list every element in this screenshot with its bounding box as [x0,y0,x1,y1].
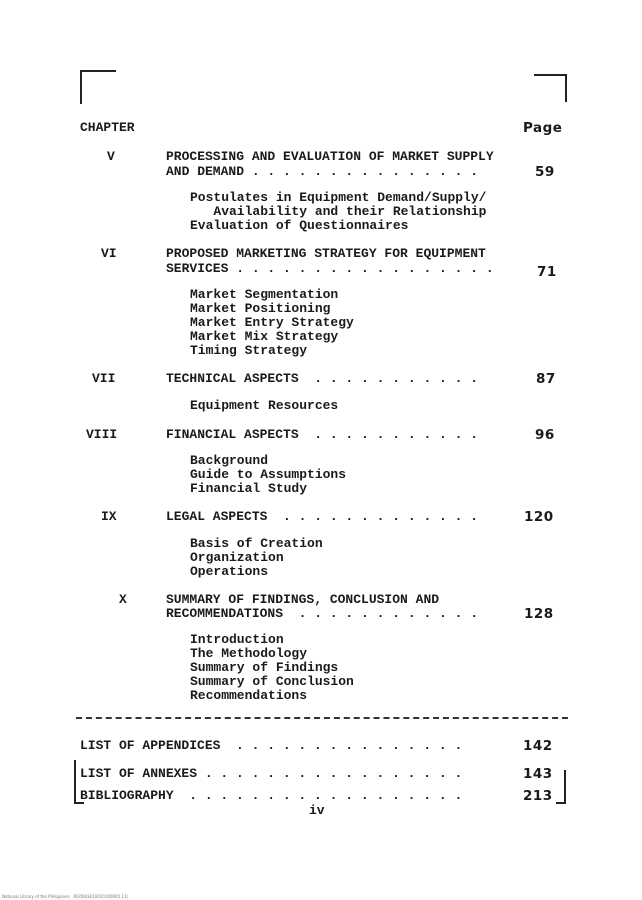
back-matter-page-number: 213 [523,788,553,804]
section-entry: Introduction [190,632,284,647]
chapter-title-line: PROCESSING AND EVALUATION OF MARKET SUPPLY [166,149,494,164]
page-folio: iv [309,803,325,818]
list-of-appendices-entry: LIST OF APPENDICES . . . . . . . . . . . . . . . [80,738,463,753]
section-entry: Financial Study [190,481,308,496]
section-entry: Summary of Findings [190,660,339,675]
section-entry: Equipment Resources [190,398,339,413]
crop-mark-top-left [80,70,116,104]
chapter-column-heading: CHAPTER [80,120,135,135]
page-column-heading: Page [523,120,563,136]
chapter-title-line: PROPOSED MARKETING STRATEGY FOR EQUIPMENT [166,246,486,261]
chapter-title-line: LEGAL ASPECTS . . . . . . . . . . . . . [166,509,479,524]
section-entry: Market Segmentation [190,287,339,302]
chapter-page-number: 120 [524,509,554,525]
chapter-page-number: 128 [524,606,554,622]
section-entry: Background [190,453,269,468]
chapter-title-line: AND DEMAND . . . . . . . . . . . . . . . [166,164,479,179]
section-entry: Guide to Assumptions [190,467,347,482]
section-entry: Basis of Creation [190,536,323,551]
section-entry: Timing Strategy [190,343,308,358]
dashed-separator [76,717,568,719]
chapter-number: V [107,149,115,164]
section-entry: Market Mix Strategy [190,329,339,344]
section-entry: Availability and their Relationship [190,204,487,219]
section-entry: Summary of Conclusion [190,674,354,689]
chapter-page-number: 96 [535,427,555,443]
chapter-title-line: SUMMARY OF FINDINGS, CONCLUSION AND [166,592,440,607]
back-matter-page-number: 142 [523,738,553,754]
section-entry: Market Entry Strategy [190,315,354,330]
chapter-page-number: 71 [537,264,557,280]
chapter-number: IX [101,509,117,524]
bibliography-entry: BIBLIOGRAPHY . . . . . . . . . . . . . . . . . . [80,788,463,803]
chapter-title-line: SERVICES . . . . . . . . . . . . . . . . . [166,261,494,276]
section-entry: Recommendations [190,688,308,703]
section-entry: Market Positioning [190,301,331,316]
section-entry: Operations [190,564,269,579]
section-entry: Organization [190,550,284,565]
crop-mark-bottom-right [556,770,566,804]
chapter-number: VII [92,371,116,386]
chapter-title-line: RECOMMENDATIONS . . . . . . . . . . . . [166,606,479,621]
crop-mark-bottom-left [74,760,84,804]
chapter-number: X [119,592,127,607]
chapter-title-line: FINANCIAL ASPECTS . . . . . . . . . . . [166,427,479,442]
crop-mark-top-right [534,74,567,102]
list-of-annexes-entry: LIST OF ANNEXES . . . . . . . . . . . . . . . . . [80,766,463,781]
chapter-number: VI [101,246,117,261]
archive-footer-id: National Library of the Philippines RG0003010010100005 11l [2,894,128,899]
chapter-title-line: TECHNICAL ASPECTS . . . . . . . . . . . [166,371,479,386]
chapter-page-number: 87 [536,371,556,387]
section-entry: Evaluation of Questionnaires [190,218,409,233]
section-entry: The Methodology [190,646,308,661]
chapter-page-number: 59 [535,164,555,180]
chapter-number: VIII [86,427,118,442]
back-matter-page-number: 143 [523,766,553,782]
section-entry: Postulates in Equipment Demand/Supply/ [190,190,487,205]
